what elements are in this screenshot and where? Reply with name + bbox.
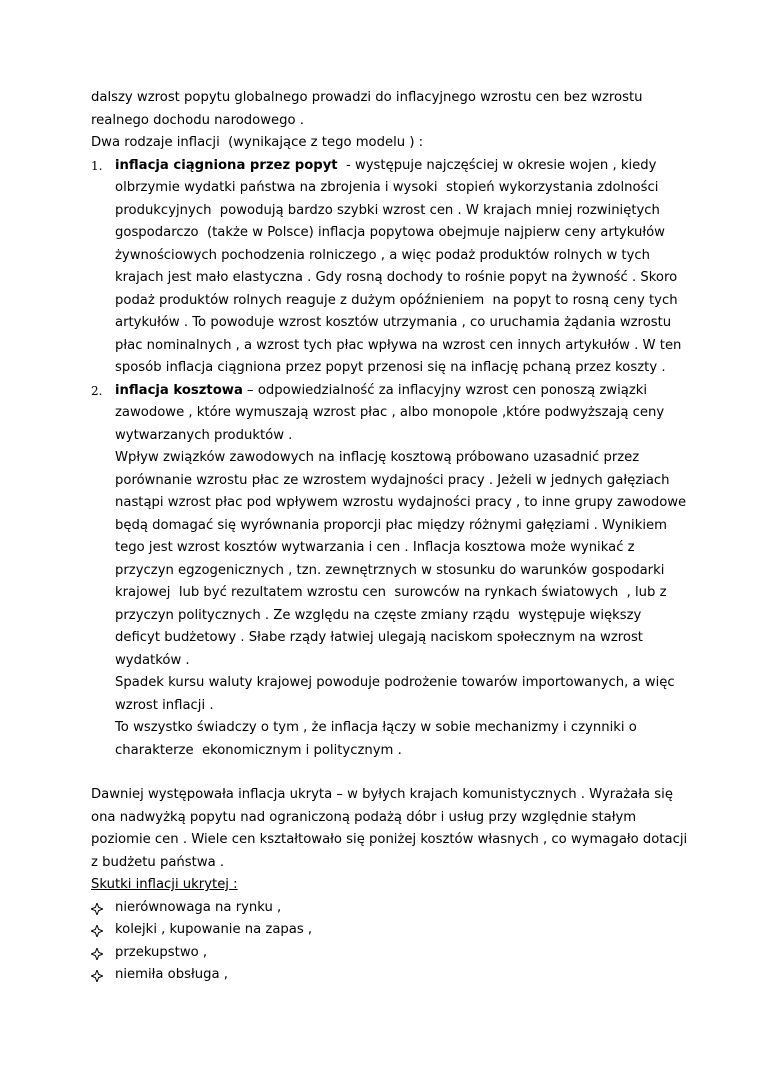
item1-line-3: produkcyjnych powodują bardzo szybki wzrost cen . W krajach mniej rozwiniętych <box>115 203 660 218</box>
item2-p2-line-8: przyczyn politycznych . Ze względu na częste zmiany rządu występuje większy <box>115 608 642 623</box>
item2-p2-line-3: nastąpi wzrost płac pod wpływem wzrostu wydajności pracy , to inne grupy zawodowe <box>115 495 687 510</box>
effect-item-4: niemiła obsługa , <box>115 967 228 982</box>
item2-p3-line-1: Spadek kursu waluty krajowej powoduje podrożenie towarów importowanych, a więc <box>115 675 675 690</box>
list-number-1: 1. <box>91 159 103 173</box>
item2-p2-line-1: Wpływ związków zawodowych na inflację kosztową próbowano uzasadnić przez <box>115 450 640 465</box>
effect-item-2: kolejki , kupowanie na zapas , <box>115 922 313 937</box>
item1-line-7: podaż produktów rolnych reaguje z dużym opóźnieniem na popyt to rosną ceny tych <box>115 293 678 308</box>
intro-line-1 <box>91 90 670 106</box>
intro-line-2: realnego dochodu narodowego . <box>91 113 304 128</box>
item2-p2-line-10: wydatków . <box>115 653 190 668</box>
hidden-line-3: poziomie cen . Wiele cen kształtowało się poniżej kosztów własnych , co wymagało dotacji <box>91 832 688 847</box>
item2-p4-line-2: charakterze ekonomicznym i politycznym . <box>115 743 402 758</box>
item1-line-10: sposób inflacja ciągniona przez popyt przenosi się na inflację pchaną przez koszty . <box>115 360 666 375</box>
item1-line-8: artykułów . To powoduje wzrost kosztów utrzymania , co uruchamia żądania wzrostu <box>115 315 672 330</box>
hidden-line-1: Dawniej występowała inflacja ukryta – w byłych krajach komunistycznych . Wyrażała się <box>91 787 673 802</box>
item1-line-5: żywnościowych pochodzenia rolniczego , a więc podaż produktów rolnych w tych <box>115 248 651 263</box>
item2-term: inflacja kosztowa <box>115 383 243 398</box>
item2-line-1 <box>115 383 647 399</box>
item1-line-1 <box>115 158 670 174</box>
hidden-line-4: z budżetu państwa . <box>91 855 225 870</box>
item2-line-3: wytwarzanych produktów . <box>115 428 293 443</box>
item2-p2-line-6: przyczyn egzogenicznych , tzn. zewnętrznych w stosunku do warunków gospodarki <box>115 563 665 578</box>
item2-p2-line-9: deficyt budżetowy . Słabe rządy łatwiej ulegają naciskom społecznym na wzrost <box>115 630 643 645</box>
item1-line-6: krajach jest mało elastyczna . Gdy rosną dochody to rośnie popyt na żywność . Skoro <box>115 270 678 285</box>
diamond-bullet-icon <box>91 925 103 937</box>
item1-rest: - występuje najczęściej w okresie wojen , kiedy <box>337 158 657 173</box>
effect-item-1: nierównowaga na rynku , <box>115 900 282 915</box>
diamond-bullet-icon <box>91 903 103 915</box>
intro-line-3: Dwa rodzaje inflacji (wynikające z tego modelu ) : <box>91 135 424 150</box>
effects-heading: Skutki inflacji ukrytej : <box>91 877 238 892</box>
item2-rest: – odpowiedzialność za inflacyjny wzrost cen ponoszą związki <box>242 383 648 398</box>
item2-line-2: zawodowe , które wymuszają wzrost płac , albo monopole ,które podwyższają ceny <box>115 405 665 420</box>
hidden-line-2: ona nadwyżką popytu nad ograniczoną podażą dóbr i usług przy względnie stałym <box>91 810 637 825</box>
item1-term: inflacja ciągniona przez popyt <box>115 158 338 173</box>
list-number-2: 2. <box>91 384 103 398</box>
diamond-bullet-icon <box>91 970 103 982</box>
item1-line-4: gospodarczo (także w Polsce) inflacja popytowa obejmuje najpierw ceny artykułów <box>115 225 665 240</box>
effect-item-3: przekupstwo , <box>115 945 208 960</box>
diamond-bullet-icon <box>91 948 103 960</box>
item2-p2-line-2: porównanie wzrostu płac ze wzrostem wydajności pracy . Jeżeli w jednych gałęziach <box>115 473 670 488</box>
item2-p2-line-4: będą domagać się wyrównania proporcji płac między różnymi gałęziami . Wynikiem <box>115 518 667 533</box>
item2-p2-line-5: tego jest wzrost kosztów wytwarzania i cen . Inflacja kosztowa może wynikać z <box>115 540 635 555</box>
item1-line-9: płac nominalnych , a wzrost tych płac wpływa na wzrost cen innych artykułów . W ten <box>115 338 682 353</box>
item2-p3-line-2: wzrost inflacji . <box>115 698 214 713</box>
intro-text: dalszy wzrost popytu globalnego prowadzi do inflacyjnego wzrostu cen bez wzrostu <box>91 90 643 105</box>
item2-p4-line-1: To wszystko świadczy o tym , że inflacja łączy w sobie mechanizmy i czynniki o <box>115 720 637 735</box>
item2-p2-line-7: krajowej lub być rezultatem wzrostu cen surowców na rynkach światowych , lub z <box>115 585 667 600</box>
item1-line-2: olbrzymie wydatki państwa na zbrojenia i wysoki stopień wykorzystania zdolności <box>115 180 659 195</box>
